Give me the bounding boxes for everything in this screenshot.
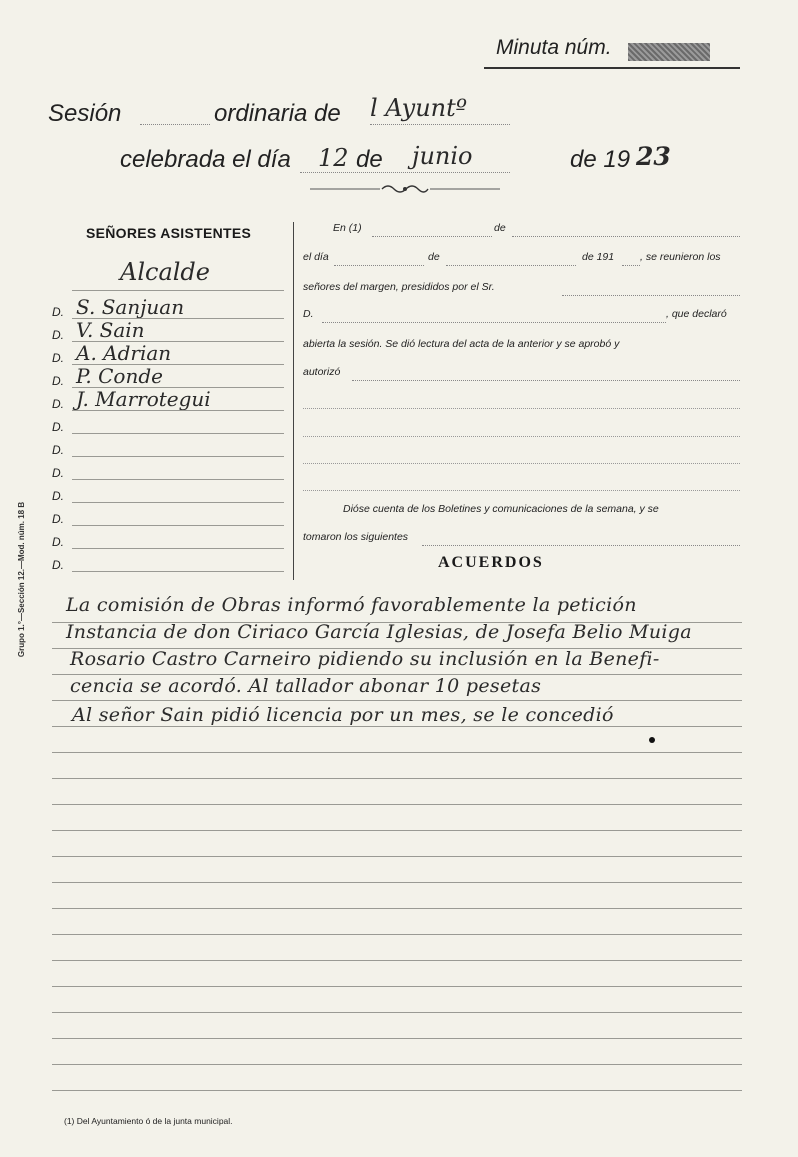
ornament-divider [310,182,500,196]
ink-blot [649,737,655,743]
minutes-line: Instancia de don Ciriaco García Iglesias, de Josefa Belio Muiga [66,621,692,643]
form-text: tomaron los siguientes [303,531,409,543]
minutes-line: Rosario Castro Carneiro pidiendo su inclusión en la Benefi- [70,648,660,670]
form-text: D. [303,308,314,320]
attendee-prefix: D. [52,535,64,549]
form-text: En (1) [333,222,362,234]
attendee-prefix: D. [52,466,64,480]
session-type: ordinaria de [214,100,341,127]
form-text: , que declaró [666,308,727,320]
attendee-prefix: D. [52,397,64,411]
form-text: Dióse cuenta de los Boletines y comunicaciones de la semana, y se [343,503,659,515]
attendee-name: J. Marrotegui [76,387,211,411]
minuta-label: Minuta núm. [496,36,612,59]
attendee-prefix: D. [52,328,64,342]
form-text: abierta la sesión. Se dió lectura del acta de la anterior y se aprobó y [303,338,620,350]
presidente-handwritten: Alcalde [120,258,210,286]
session-body-handwritten: l Ayuntº [370,94,468,122]
minutes-line: La comisión de Obras informó favorablemente la petición [66,594,637,616]
attendee-prefix: D. [52,512,64,526]
attendee-prefix: D. [52,374,64,388]
column-divider [293,222,294,580]
session-label: Sesión [48,100,122,127]
day-handwritten: 12 [318,144,349,172]
minutes-line: Al señor Sain pidió licencia por un mes, se le concedió [72,704,614,726]
form-text: señores del margen, presididos por el Sr. [303,281,495,293]
attendee-name: S. Sanjuan [76,295,185,319]
footnote: (1) Del Ayuntamiento ó de la junta municipal. [64,1116,233,1126]
minutes-line: cencia se acordó. Al tallador abonar 10 pesetas [70,675,542,697]
year-handwritten: 23 [636,142,671,171]
attendee-prefix: D. [52,489,64,503]
form-text: , se reunieron los [640,251,721,263]
form-text: de 191 [582,251,615,263]
attendee-prefix: D. [52,351,64,365]
attendee-prefix: D. [52,443,64,457]
attendee-name: V. Sain [76,318,145,342]
minuta-underline [484,67,740,69]
attendee-prefix: D. [52,420,64,434]
attendee-prefix: D. [52,558,64,572]
attendees-heading: SEÑORES ASISTENTES [86,225,252,241]
celebrated-label: celebrada el día [120,146,291,173]
form-text: el día [303,251,329,263]
attendee-prefix: D. [52,305,64,319]
attendee-name: P. Conde [76,364,163,388]
year-prefix: de 19 [570,146,631,173]
attendee-name: A. Adrian [76,341,172,365]
acuerdos-heading: ACUERDOS [438,554,544,571]
form-text: autorizó [303,366,341,378]
form-text: de [494,222,506,234]
month-handwritten: junio [412,142,473,170]
form-model-note: Grupo 1.°—Sección 12.—Mod. núm. 18 B [17,501,27,658]
minuta-number-stamp [628,43,710,61]
form-text: de [428,251,440,263]
de-label: de [356,146,383,173]
